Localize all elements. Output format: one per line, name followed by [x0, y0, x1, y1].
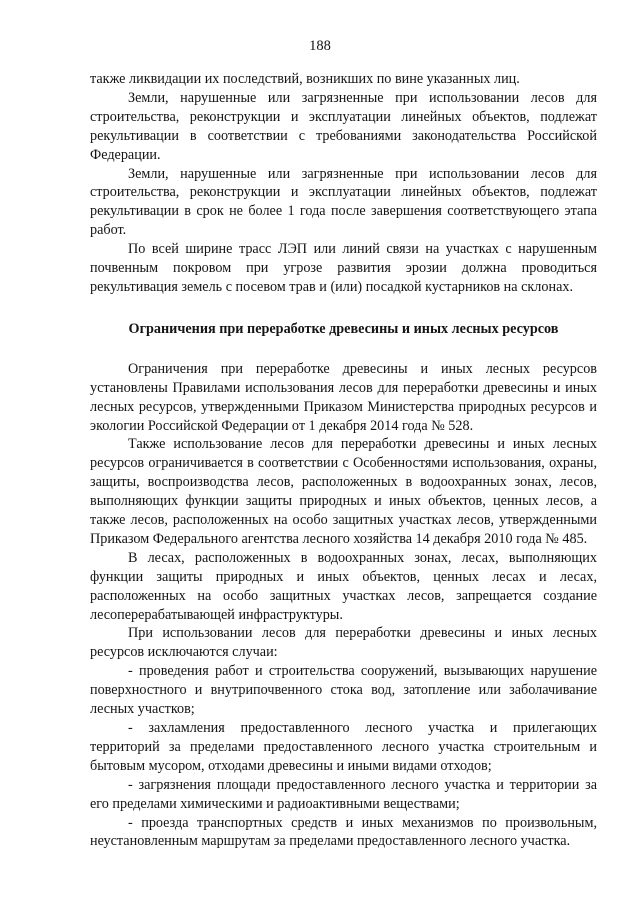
list-item-vehicle-passage: - проезда транспортных средств и иных механизмов по произвольным, неустановленным маршрутам за пределами предоставленного лесного участка. [90, 814, 597, 850]
paragraph-excluded-cases-intro: При использовании лесов для переработки древесины и иных лесных ресурсов исключаются случаи: [90, 625, 597, 661]
section-heading: Ограничения при переработке древесины и иных лесных ресурсов [128, 320, 559, 337]
paragraph-land-reclamation-deadline: Земли, нарушенные или загрязненные при использовании лесов для строительства, реконструкции и эксплуатации линейных объектов, подлежат рекультивации в срок не более 1 года после завершения соответствующего этапа работ. [90, 165, 597, 239]
paragraph-restrictions-basis: Ограничения при переработке древесины и иных лесных ресурсов установлены Правилами использования лесов для переработки древесины и иных лесных ресурсов, утвержденными Приказом Министерства природных ресурсов и экологии Российской Федерации от 1 декабря 2014 года № 528. [90, 360, 597, 434]
paragraph-special-features: Также использование лесов для переработки древесины и иных лесных ресурсов ограничивается в соответствии с Особенностями использования, охраны, защиты, воспроизводства лесов, расположенных в водоохранных зонах, лесов, выполняющих функции защиты природных и иных объектов, ценных лесов, а также лесов, расположенных на особо защитных участках лесов, утвержденными Приказом Федерального агентства лесного хозяйства 14 декабря 2010 года № 485. [90, 436, 597, 547]
document-body [90, 70, 597, 851]
list-item-littering: - захламления предоставленного лесного участка и прилегающих территорий за пределами предоставленного лесного участка строительным и бытовым мусором, отходами древесины и иными видами отходов; [90, 720, 597, 774]
paragraph-infrastructure-ban: В лесах, расположенных в водоохранных зонах, лесах, выполняющих функции защиты природных и иных объектов, ценных лесах и лесах, расположенных на особо защитных участках лесов, запрещается создание лесоперерабатывающей инфраструктуры. [90, 549, 597, 623]
list-item-pollution: - загрязнения площади предоставленного лесного участка и территории за его пределами химическими и радиоактивными веществами; [90, 776, 597, 812]
page-number: 188 [309, 38, 331, 54]
paragraph-land-reclamation-requirements: Земли, нарушенные или загрязненные при использовании лесов для строительства, реконструкции и эксплуатации линейных объектов, подлежат рекультивации в соответствии с требованиями законодательства Российской Федерации. [90, 89, 597, 163]
list-item-works-construction: - проведения работ и строительства сооружений, вызывающих нарушение поверхностного и внутрипочвенного стока вод, затопление или заболачивание лесных участков; [90, 663, 597, 718]
paragraph-power-line-reclamation: По всей ширине трасс ЛЭП или линий связи на участках с нарушенным почвенным покровом при угрозе развития эрозии должна проводиться рекультивация земель с посевом трав и (или) посадкой кустарников на склонах. [90, 241, 597, 295]
paragraph-continuation: также ликвидации их последствий, возникших по вине указанных лиц. [90, 71, 520, 87]
